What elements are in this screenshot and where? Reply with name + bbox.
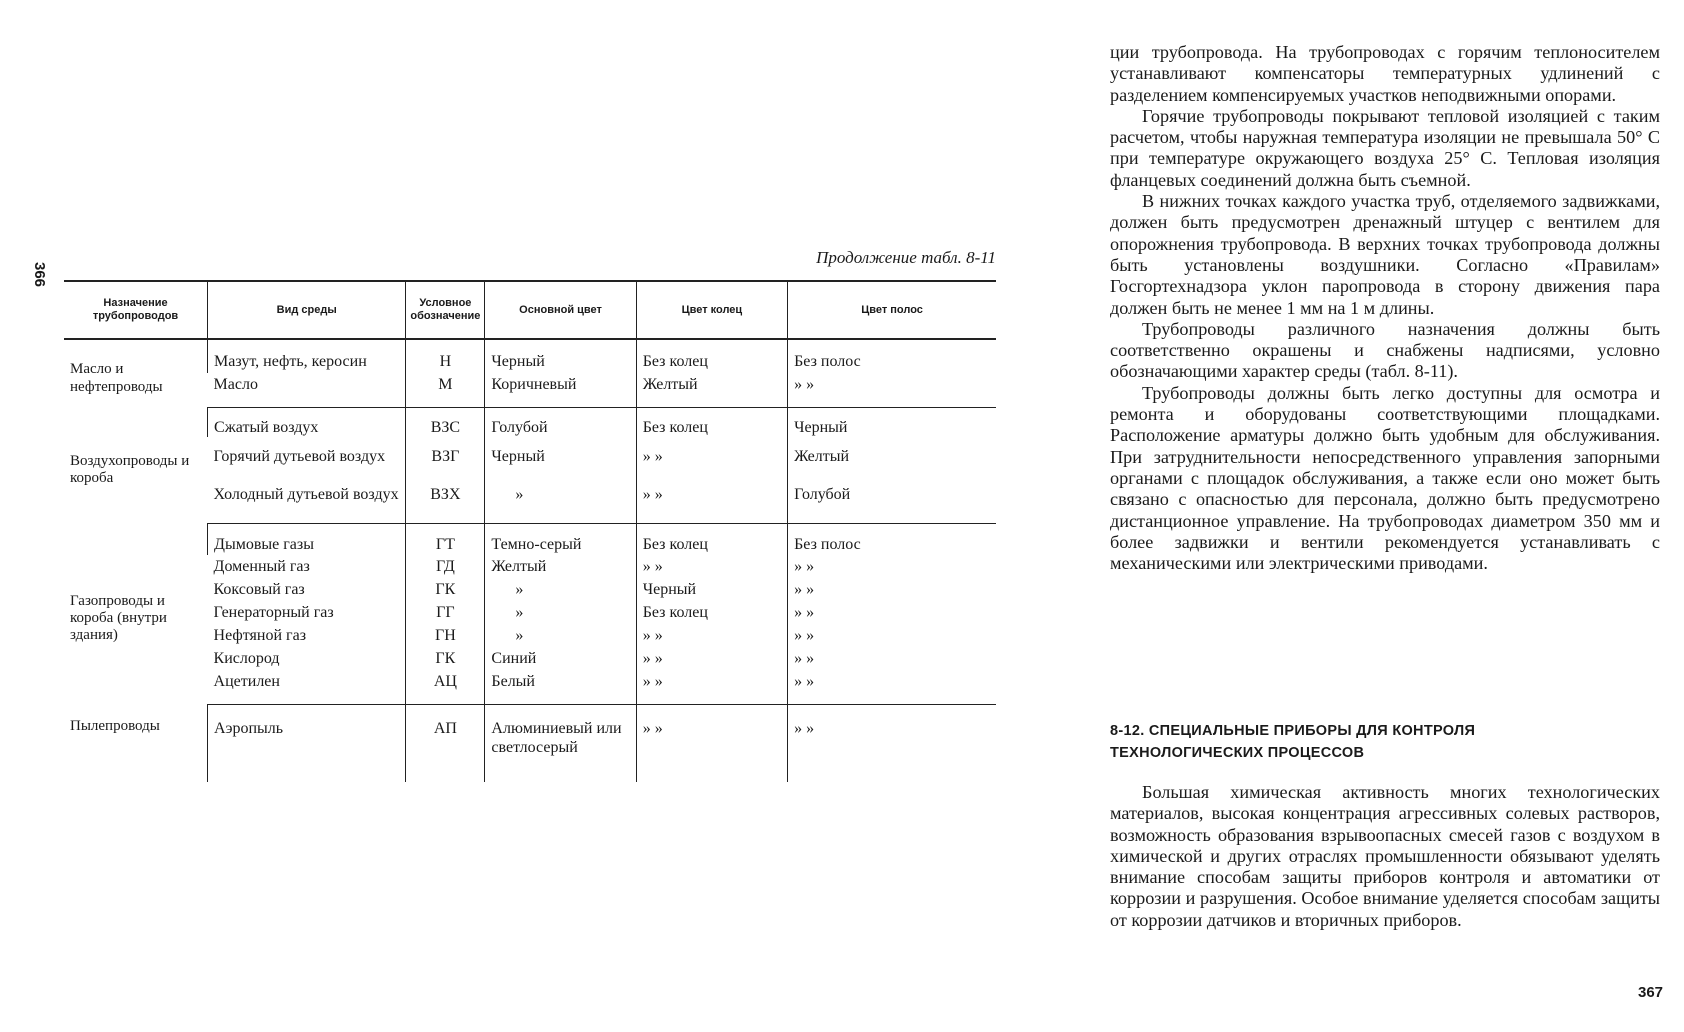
body-text-bottom <box>1110 782 1660 931</box>
section-heading-line: 8-12. СПЕЦИАЛЬНЫЕ ПРИБОРЫ ДЛЯ КОНТРОЛЯ <box>1110 723 1476 739</box>
cell-code: ВЗГ <box>406 437 485 477</box>
table-row <box>64 339 996 373</box>
table-caption: Продолжение табл. 8-11 <box>816 248 996 267</box>
cell-color: Коричневый <box>485 373 636 407</box>
body-text-top <box>1110 42 1660 574</box>
cell-stripes: » » <box>788 647 996 670</box>
cell-code: ВЗХ <box>406 477 485 523</box>
cell-code: АЦ <box>406 670 485 704</box>
cell-rings: » » <box>636 477 787 523</box>
cell-color: » <box>485 477 636 523</box>
cell-rings: » » <box>636 437 787 477</box>
cell-rings: » » <box>636 704 787 782</box>
cell-color: Черный <box>485 339 636 373</box>
cell-stripes: Без полос <box>788 523 996 555</box>
cell-medium: Сжатый воздух <box>208 407 406 437</box>
cell-rings: Без колец <box>636 407 787 437</box>
cell-code: ГТ <box>406 523 485 555</box>
header-code: Условное обозначение <box>406 281 485 339</box>
cell-medium: Генераторный газ <box>213 603 334 621</box>
cell-color: Желтый <box>485 555 636 578</box>
cell-code: ГК <box>406 647 485 670</box>
cell-color: » <box>485 624 636 647</box>
table-row <box>64 704 996 782</box>
cell-color: Синий <box>485 647 636 670</box>
cell-medium: Кислород <box>213 649 280 667</box>
header-medium: Вид среды <box>208 281 406 339</box>
cell-stripes: Черный <box>788 407 996 437</box>
cell-rings: » » <box>636 647 787 670</box>
cell-stripes: » » <box>788 555 996 578</box>
cell-medium: Аэропыль <box>208 704 406 782</box>
page-number-left: 366 <box>31 262 48 288</box>
cell-color: Темно-серый <box>485 523 636 555</box>
cell-rings: » » <box>636 624 787 647</box>
cell-medium: Ацетилен <box>208 670 406 704</box>
cell-stripes: Желтый <box>788 437 996 477</box>
paragraph: Большая химическая активность многих технологических материалов, высокая концентрация агрессивных солевых растворов, возможность образования взрывоопасных смесей газов с воздухом в химической и других отраслях промышленности обязывают уделять внимание способам защиты приборов контроля и автоматики от коррозии и разрушения. Особое внимание уделяется способам защиты от коррозии датчиков и вторичных приборов. <box>1110 782 1660 930</box>
cell-stripes: » » <box>788 624 996 647</box>
cell-rings: Черный <box>636 578 787 601</box>
cell-rings: » » <box>636 670 787 704</box>
cell-medium: Холодный дутьевой воздух <box>208 477 406 523</box>
header-stripe-color: Цвет полос <box>788 281 996 339</box>
group-purpose: Пылепроводы <box>70 718 160 735</box>
group-purpose: Воздухопроводы и короба <box>70 452 190 486</box>
cell-stripes: » » <box>788 601 996 624</box>
table-header-row <box>64 281 996 339</box>
cell-color: Черный <box>485 437 636 477</box>
cell-medium: Доменный газ <box>213 557 310 575</box>
paragraph: Трубопроводы различного назначения должны быть соответственно окрашены и снабжены надписями, условно обозначающими характер среды (табл. 8-11). <box>1110 318 1660 382</box>
cell-rings: Желтый <box>636 373 787 407</box>
header-purpose: Назначение трубопроводов <box>64 281 208 339</box>
cell-medium: Масло <box>208 373 406 407</box>
cell-stripes: Без полос <box>788 339 996 373</box>
cell-color: Алюминиевый или светлосерый <box>485 704 636 782</box>
cell-stripes: » » <box>788 373 996 407</box>
cell-code: М <box>406 373 485 407</box>
table-row <box>64 407 996 437</box>
header-ring-color: Цвет колец <box>636 281 787 339</box>
table-row <box>64 523 996 555</box>
cell-color: Голубой <box>485 407 636 437</box>
cell-code: АП <box>406 704 485 782</box>
section-heading <box>1110 720 1660 764</box>
cell-stripes: » » <box>788 670 996 704</box>
cell-code: ГГ <box>406 601 485 624</box>
cell-rings: Без колец <box>636 339 787 373</box>
cell-code: Н <box>406 339 485 373</box>
cell-medium: Нефтяной газ <box>213 626 307 644</box>
cell-color: Белый <box>485 670 636 704</box>
cell-code: ГД <box>406 555 485 578</box>
header-main-color: Основной цвет <box>485 281 636 339</box>
group-purpose: Газопроводы и короба (внутри здания) <box>70 592 167 644</box>
cell-code: ВЗС <box>406 407 485 437</box>
cell-medium: Дымовые газы <box>208 523 406 555</box>
cell-color: » <box>485 578 636 601</box>
pipe-color-table <box>64 280 996 782</box>
cell-code: ГК <box>406 578 485 601</box>
cell-medium: Горячий дутьевой воздух <box>213 448 386 466</box>
cell-rings: Без колец <box>636 523 787 555</box>
paragraph: Горячие трубопроводы покрывают тепловой изоляцией с таким расчетом, чтобы наружная температура изоляции не превышала 50° С при температуре окружающего воздуха 25° С. Тепловая изоляция фланцевых соединений должна быть съемной. <box>1110 105 1660 190</box>
cell-stripes: Голубой <box>788 477 996 523</box>
group-purpose: Масло и нефтепроводы <box>70 361 163 395</box>
cell-medium: Коксовый газ <box>213 580 305 598</box>
cell-rings: » » <box>636 555 787 578</box>
cell-color: » <box>485 601 636 624</box>
cell-stripes: » » <box>788 704 996 782</box>
paragraph: ции трубопровода. На трубопроводах с горячим теплоносителем устанавливают компенсаторы температурных удлинений с разделением компенсируемых участков неподвижными опорами. <box>1110 42 1660 105</box>
page-number-right: 367 <box>1638 984 1664 1001</box>
cell-code: ГН <box>406 624 485 647</box>
paragraph: Трубопроводы должны быть легко доступны для осмотра и ремонта и оборудованы соответствующими площадками. Расположение арматуры должно быть удобным для обслуживания. При затруднительности непосредственного управления запорными органами с площадок обслуживания, а также если оно может быть связано с опасностью для персонала, должно быть предусмотрено дистанционное управление. На трубопроводах диаметром 350 мм и более задвижки и вентили рекомендуется устанавливать с механическими или электрическими приводами. <box>1110 382 1660 574</box>
paragraph: В нижних точках каждого участка труб, отделяемого задвижками, должен быть предусмотрен дренажный штуцер с вентилем для опорожнения трубопровода. В верхних точках трубопровода должны быть установлены воздушники. Согласно «Правилам» Госгортехнадзора уклон паропровода в сторону движения пара должен быть не менее 1 мм на 1 м длины. <box>1110 191 1660 318</box>
cell-medium: Мазут, нефть, керосин <box>208 339 406 373</box>
section-heading-line: ТЕХНОЛОГИЧЕСКИХ ПРОЦЕССОВ <box>1110 745 1365 761</box>
cell-rings: Без колец <box>636 601 787 624</box>
cell-stripes: » » <box>788 578 996 601</box>
right-page <box>1110 0 1684 1032</box>
